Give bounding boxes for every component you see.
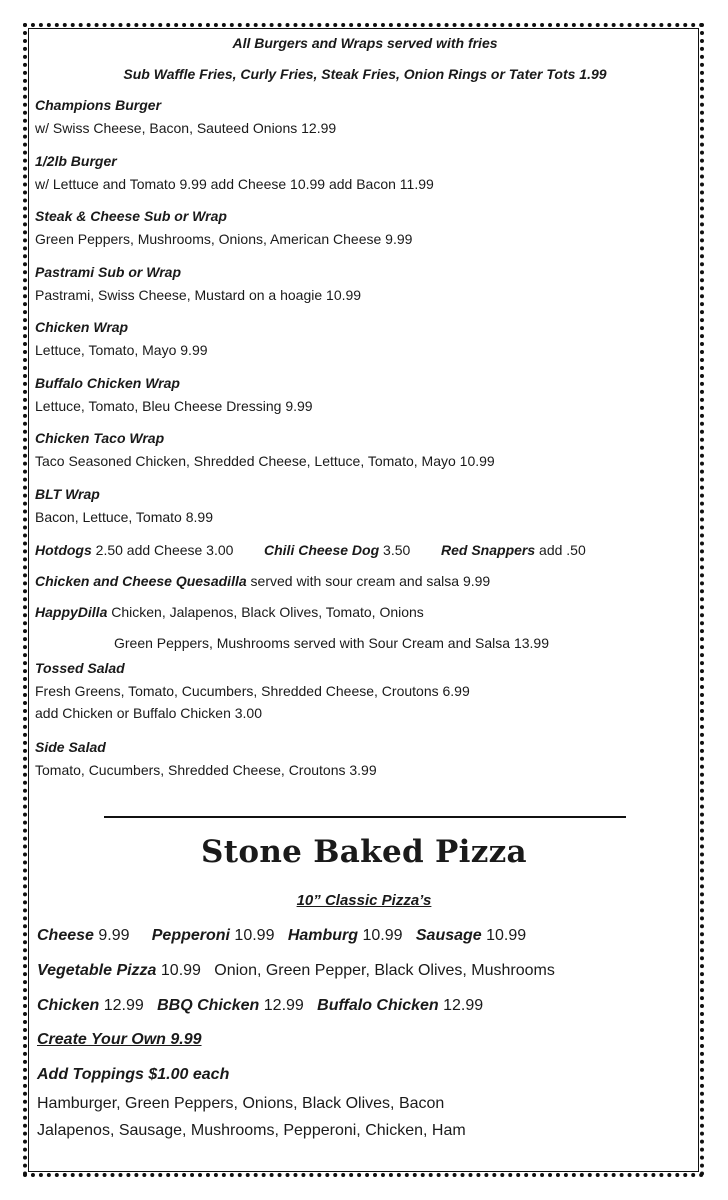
item-name: Steak & Cheese Sub or Wrap xyxy=(35,208,227,224)
item-desc: Green Peppers, Mushrooms, Onions, American Cheese 9.99 xyxy=(35,231,413,247)
chili-dog-line xyxy=(264,542,410,558)
create-your-own xyxy=(37,1031,202,1049)
toppings-title-label: Add Toppings $1.00 each xyxy=(37,1066,230,1083)
toppings-line-1: Hamburger, Green Peppers, Onions, Black Olives, Bacon xyxy=(37,1095,445,1112)
menu-item xyxy=(35,430,695,469)
menu-item xyxy=(35,208,695,247)
item-desc: w/ Swiss Cheese, Bacon, Sauteed Onions 12.99 xyxy=(35,120,337,136)
pizza-name: Buffalo Chicken xyxy=(317,997,439,1014)
pizza-title: Stone Baked Pizza xyxy=(201,834,527,870)
hotdogs-name: Hotdogs xyxy=(35,542,92,558)
fries-subheader: Sub Waffle Fries, Curly Fries, Steak Fries, Onion Rings or Tater Tots 1.99 xyxy=(123,66,607,82)
section-divider xyxy=(104,816,626,818)
item-desc: Fresh Greens, Tomato, Cucumbers, Shredded Cheese, Croutons 6.99 xyxy=(35,683,470,699)
pizza-price: 10.99 xyxy=(358,927,403,944)
pizza-price: 12.99 xyxy=(99,997,144,1014)
item-name: Champions Burger xyxy=(35,97,162,113)
menu-item xyxy=(35,97,695,136)
item-desc: Lettuce, Tomato, Mayo 9.99 xyxy=(35,342,208,358)
red-snappers-price: add .50 xyxy=(535,542,586,558)
item-name: 1/2lb Burger xyxy=(35,153,117,169)
quesadilla-desc: served with sour cream and salsa 9.99 xyxy=(246,573,491,589)
pizza-name: Sausage xyxy=(415,927,482,944)
tossed-salad xyxy=(35,660,695,721)
pizza-name: Pepperoni xyxy=(151,927,230,944)
menu-item xyxy=(35,264,695,303)
red-snappers-name: Red Snappers xyxy=(441,542,536,558)
item-name: Chicken Taco Wrap xyxy=(35,430,165,446)
happydilla-desc: Chicken, Jalapenos, Black Olives, Tomato, Onions xyxy=(107,604,424,620)
pizza-price: 10.99 xyxy=(229,927,275,944)
pizza-price: 9.99 xyxy=(93,927,130,944)
item-name: Chicken Wrap xyxy=(35,319,129,335)
fries-header: All Burgers and Wraps served with fries xyxy=(232,35,498,51)
pizza-name: Vegetable Pizza xyxy=(37,962,157,979)
menu-item xyxy=(35,153,695,192)
hotdogs-line xyxy=(35,542,233,558)
pizza-name: Chicken xyxy=(37,997,100,1014)
pizza-subtitle: 10” Classic Pizza’s xyxy=(296,892,432,909)
quesadilla-line xyxy=(35,573,490,589)
pizza-row-2 xyxy=(37,962,555,980)
side-salad xyxy=(35,739,695,778)
pizza-row-1 xyxy=(37,927,526,945)
pizza-desc: 10.99 Onion, Green Pepper, Black Olives, Mushrooms xyxy=(156,962,555,979)
toppings-line-2: Jalapenos, Sausage, Mushrooms, Pepperoni, Chicken, Ham xyxy=(37,1122,466,1139)
menu-item xyxy=(35,319,695,358)
pizza-name: BBQ Chicken xyxy=(157,997,260,1014)
happydilla-desc-line2: Green Peppers, Mushrooms served with Sour Cream and Salsa 13.99 xyxy=(114,635,549,651)
pizza-price: 12.99 xyxy=(259,997,304,1014)
pizza-name: Cheese xyxy=(37,927,94,944)
pizza-price: 12.99 xyxy=(438,997,484,1014)
menu-item xyxy=(35,375,695,414)
item-desc: Taco Seasoned Chicken, Shredded Cheese, Lettuce, Tomato, Mayo 10.99 xyxy=(35,453,495,469)
happydilla-line xyxy=(35,604,424,620)
item-name: BLT Wrap xyxy=(35,486,100,502)
item-desc-line2: add Chicken or Buffalo Chicken 3.00 xyxy=(35,705,262,721)
item-desc: Pastrami, Swiss Cheese, Mustard on a hoagie 10.99 xyxy=(35,287,362,303)
menu-item xyxy=(35,486,695,525)
create-your-own-label: Create Your Own 9.99 xyxy=(37,1031,202,1048)
chili-dog-price: 3.50 xyxy=(379,542,411,558)
red-snappers-line xyxy=(441,542,586,558)
hotdogs-price: 2.50 add Cheese 3.00 xyxy=(91,542,234,558)
item-name: Tossed Salad xyxy=(35,660,125,676)
pizza-price: 10.99 xyxy=(481,927,527,944)
toppings-title xyxy=(37,1066,229,1084)
item-desc: w/ Lettuce and Tomato 9.99 add Cheese 10.99 add Bacon 11.99 xyxy=(35,176,434,192)
item-desc: Lettuce, Tomato, Bleu Cheese Dressing 9.99 xyxy=(35,398,313,414)
item-name: Side Salad xyxy=(35,739,106,755)
quesadilla-name: Chicken and Cheese Quesadilla xyxy=(35,573,247,589)
item-name: Pastrami Sub or Wrap xyxy=(35,264,182,280)
item-name: Buffalo Chicken Wrap xyxy=(35,375,180,391)
chili-dog-name: Chili Cheese Dog xyxy=(264,542,380,558)
happydilla-name: HappyDilla xyxy=(35,604,108,620)
pizza-name: Hamburg xyxy=(287,927,359,944)
pizza-row-3 xyxy=(37,997,483,1015)
item-desc: Bacon, Lettuce, Tomato 8.99 xyxy=(35,509,213,525)
item-desc: Tomato, Cucumbers, Shredded Cheese, Croutons 3.99 xyxy=(35,762,377,778)
